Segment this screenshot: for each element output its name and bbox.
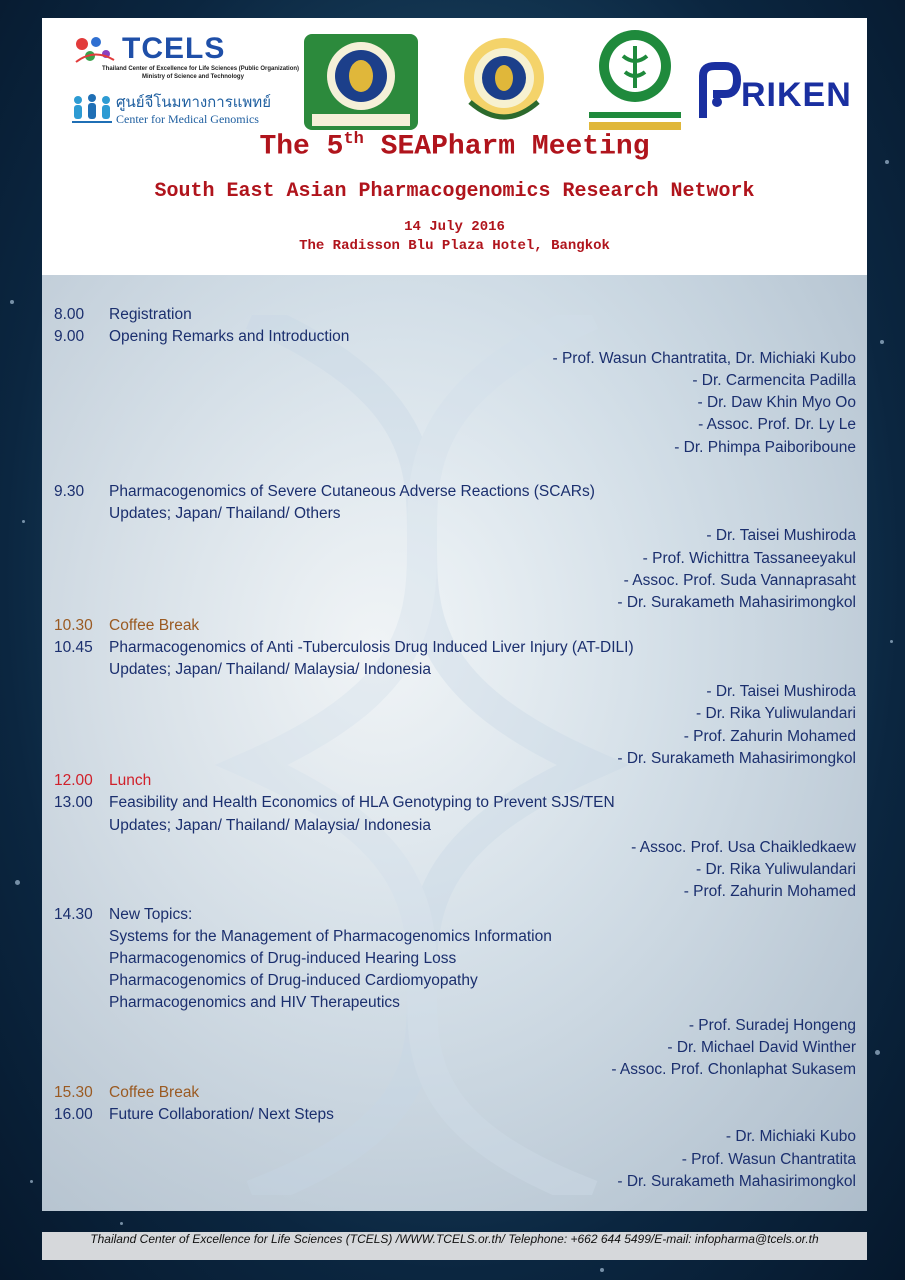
item-lunch: Lunch xyxy=(109,772,152,789)
speaker: - Dr. Carmencita Padilla xyxy=(692,372,856,389)
item-opening-remarks: Opening Remarks and Introduction xyxy=(109,328,350,345)
speaker: - Dr. Rika Yuliwulandari xyxy=(696,705,856,722)
people-icon xyxy=(70,92,114,126)
speaker: - Dr. Surakameth Mahasirimongkol xyxy=(617,1173,856,1190)
speaker: - Assoc. Prof. Chonlaphat Sukasem xyxy=(611,1061,856,1078)
molecule-icon xyxy=(72,34,116,66)
speaker: - Assoc. Prof. Dr. Ly Le xyxy=(698,416,856,433)
riken-mark-icon xyxy=(697,62,743,122)
meeting-title: The 5th SEAPharm Meeting xyxy=(259,130,650,163)
tcels-subtitle: Thailand Center of Excellence for Life Sciences (Public Organization) xyxy=(102,66,300,72)
time-0930: 9.30 xyxy=(54,483,85,500)
time-1530: 15.30 xyxy=(54,1084,93,1101)
header xyxy=(42,18,867,275)
speaker: - Dr. Taisei Mushiroda xyxy=(706,527,856,544)
item-topic: Pharmacogenomics of Drug-induced Hearing Loss xyxy=(109,950,457,967)
speaker: - Dr. Taisei Mushiroda xyxy=(706,683,856,700)
time-1045: 10.45 xyxy=(54,639,93,656)
agenda-panel xyxy=(42,275,867,1211)
faculty-of-pharmacy-seal xyxy=(460,32,548,132)
footer-contact: Thailand Center of Excellence for Life Sciences (TCELS) /WWW.TCELS.or.th/ Telephone: +662 644 5499/E-mail: infopharma@tcels.or.th xyxy=(42,1232,867,1260)
time-1300: 13.00 xyxy=(54,794,93,811)
speaker: - Assoc. Prof. Usa Chaikledkaew xyxy=(631,839,856,856)
tcels-ministry: Ministry of Science and Technology xyxy=(142,74,244,80)
item-topic: Systems for the Management of Pharmacogenomics Information xyxy=(109,928,552,945)
item-hla-genotyping: Feasibility and Health Economics of HLA Genotyping to Prevent SJS/TEN xyxy=(109,794,615,811)
time-1430: 14.30 xyxy=(54,906,93,923)
tcels-wordmark: TCELS xyxy=(122,32,226,65)
item-future-collaboration: Future Collaboration/ Next Steps xyxy=(109,1106,334,1123)
speaker: - Dr. Rika Yuliwulandari xyxy=(696,861,856,878)
item-scars: Pharmacogenomics of Severe Cutaneous Adverse Reactions (SCARs) xyxy=(109,483,595,500)
cmg-logo xyxy=(70,88,280,132)
item-new-topics: New Topics: xyxy=(109,906,193,923)
time-1200: 12.00 xyxy=(54,772,93,789)
speaker: - Dr. Michael David Winther xyxy=(667,1039,856,1056)
cmg-thai-name: ศูนย์จีโนมทางการแพทย์ xyxy=(116,94,271,111)
item-coffee-break: Coffee Break xyxy=(109,617,200,634)
speaker: - Prof. Wasun Chantratita xyxy=(681,1151,856,1168)
item-coffee-break: Coffee Break xyxy=(109,1084,200,1101)
item-topic: Pharmacogenomics of Drug-induced Cardiomyopathy xyxy=(109,972,478,989)
speaker: - Dr. Surakameth Mahasirimongkol xyxy=(617,750,856,767)
speaker: - Prof. Suradej Hongeng xyxy=(688,1017,856,1034)
dna-helix-graphic xyxy=(192,315,652,1195)
riken-wordmark: RIKEN xyxy=(741,76,852,114)
mahidol-university-seal xyxy=(302,32,420,132)
speaker: - Dr. Surakameth Mahasirimongkol xyxy=(617,594,856,611)
speaker: - Dr. Daw Khin Myo Oo xyxy=(697,394,856,411)
speaker: - Prof. Zahurin Mohamed xyxy=(683,728,856,745)
riken-logo xyxy=(697,62,852,132)
time-1030: 10.30 xyxy=(54,617,93,634)
tcels-logo xyxy=(72,32,300,82)
meeting-date: 14 July 2016 xyxy=(404,219,505,235)
speaker: - Prof. Wichittra Tassaneeyakul xyxy=(642,550,856,567)
cmg-english-name: Center for Medical Genomics xyxy=(116,112,259,126)
speaker: - Assoc. Prof. Suda Vannaprasaht xyxy=(623,572,856,589)
item-hla-updates: Updates; Japan/ Thailand/ Malaysia/ Indonesia xyxy=(109,817,431,834)
ministry-of-public-health-seal xyxy=(585,26,685,138)
time-0900: 9.00 xyxy=(54,328,85,345)
item-registration: Registration xyxy=(109,306,192,323)
speaker: - Prof. Wasun Chantratita, Dr. Michiaki Kubo xyxy=(552,350,856,367)
logo-strip xyxy=(42,18,867,138)
meeting-venue: The Radisson Blu Plaza Hotel, Bangkok xyxy=(299,238,610,254)
speaker: - Dr. Michiaki Kubo xyxy=(725,1128,856,1145)
speaker: - Prof. Zahurin Mohamed xyxy=(683,883,856,900)
item-topic: Pharmacogenomics and HIV Therapeutics xyxy=(109,994,400,1011)
time-1600: 16.00 xyxy=(54,1106,93,1123)
item-at-dili-updates: Updates; Japan/ Thailand/ Malaysia/ Indonesia xyxy=(109,661,431,678)
time-0800: 8.00 xyxy=(54,306,85,323)
item-scars-updates: Updates; Japan/ Thailand/ Others xyxy=(109,505,341,522)
network-name: South East Asian Pharmacogenomics Research Network xyxy=(154,180,755,203)
speaker: - Dr. Phimpa Paiboriboune xyxy=(674,439,856,456)
item-at-dili: Pharmacogenomics of Anti -Tuberculosis Drug Induced Liver Injury (AT-DILI) xyxy=(109,639,634,656)
